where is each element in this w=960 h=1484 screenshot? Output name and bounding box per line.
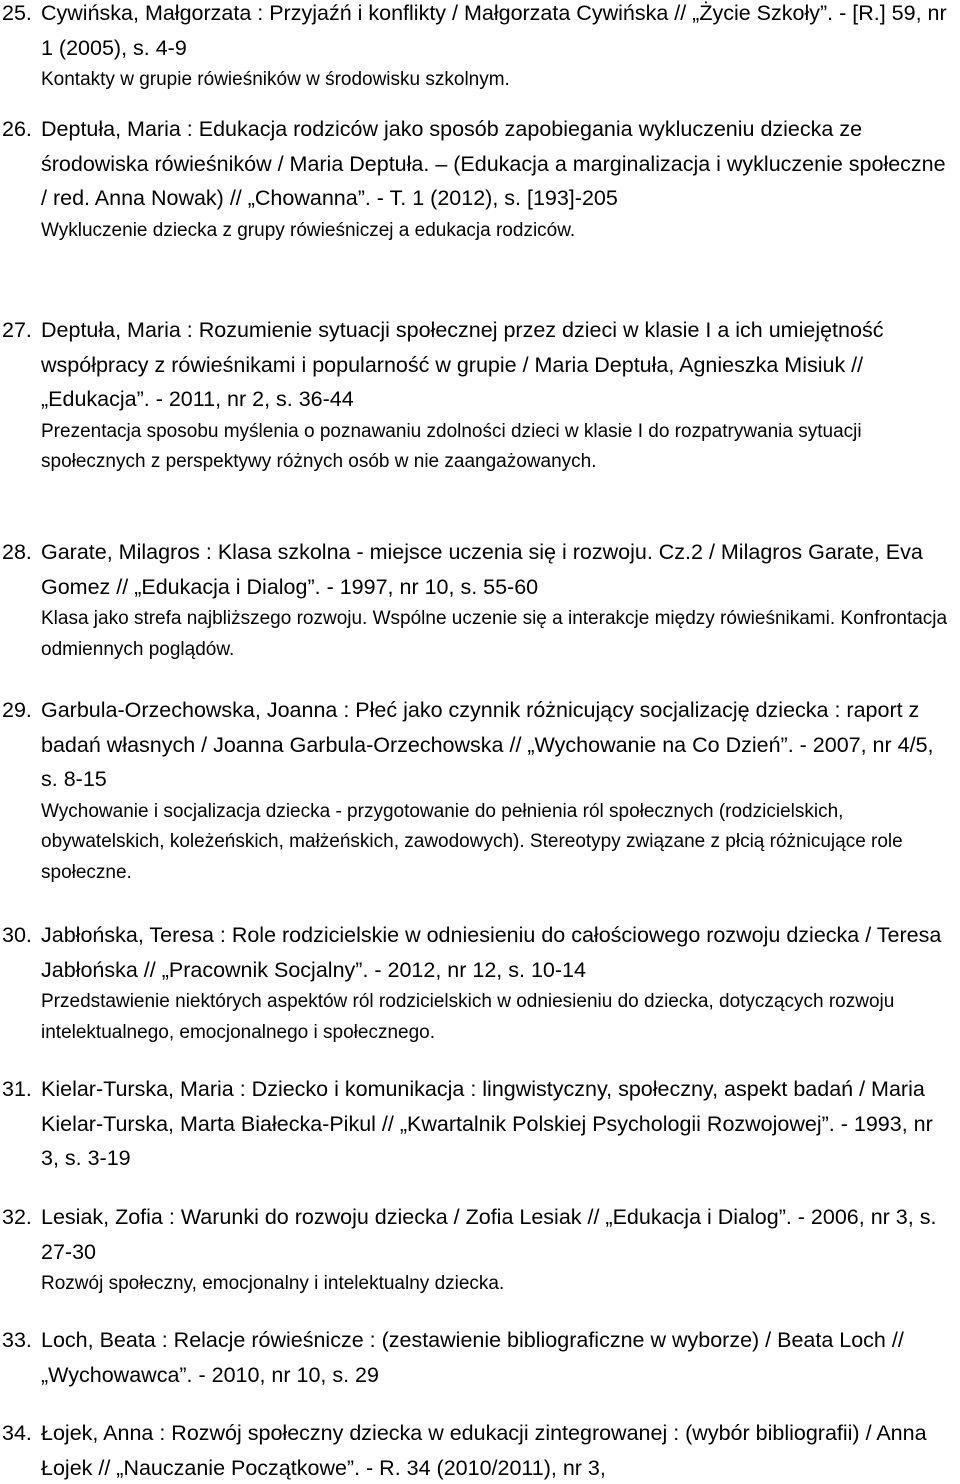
entry-number: 28. (2, 540, 32, 564)
list-item (0, 112, 960, 246)
entry-annotation: Rozwój społeczny, emocjonalny i intelektualny dziecka. (41, 1273, 505, 1294)
entry-body (41, 1200, 953, 1300)
entry-number: 34. (2, 1421, 32, 1445)
entry-annotation: Przedstawienie niektórych aspektów ról rodzicielskich w odniesieniu do dziecka, dotyczących rozwoju intelektualnego, emocjonalnego i społecznego. (41, 991, 895, 1043)
entry-body (41, 918, 953, 1048)
entry-body (41, 1323, 953, 1392)
entry-citation: Deptuła, Maria : Rozumienie sytuacji społecznej przez dzieci w klasie I a ich umiejętność współpracy z rówieśnikami i popularność w grupie / Maria Deptuła, Agnieszka Misiuk // „Edukacja”. - 2011, nr 2, s. 36-44 (41, 318, 884, 411)
entry-number: 26. (2, 117, 32, 141)
entry-citation: Garate, Milagros : Klasa szkolna - miejsce uczenia się i rozwoju. Cz.2 / Milagros Garate, Eva Gomez // „Edukacja i Dialog”. - 1997, nr 10, s. 55-60 (41, 540, 923, 599)
entry-number: 32. (2, 1205, 32, 1229)
entry-number: 30. (2, 923, 32, 947)
entry-number: 31. (2, 1077, 32, 1101)
entry-number: 33. (2, 1328, 32, 1352)
entry-annotation: Prezentacja sposobu myślenia o poznawaniu zdolności dzieci w klasie I do rozpatrywania sytuacji społecznych z perspektywy różnych osób w nie zaangażowanych. (41, 420, 862, 472)
entry-annotation: Wychowanie i socjalizacja dziecka - przygotowanie do pełnienia ról społecznych (rodzicielskich, obywatelskich, koleżeńskich, małżeńskich, zawodowych). Stereotypy związane z płcią różnicujące role społeczne. (41, 800, 903, 883)
list-item (0, 313, 960, 478)
entry-number: 29. (2, 698, 32, 722)
entry-citation: Garbula-Orzechowska, Joanna : Płeć jako czynnik różnicujący socjalizację dziecka : raport z badań własnych / Joanna Garbula-Orzechowska // „Wychowanie na Co Dzień”. - 2007, nr 4/5, s. 8-15 (41, 698, 934, 791)
entry-body (41, 535, 953, 665)
entry-body (41, 1416, 953, 1484)
list-item (0, 693, 960, 888)
entry-annotation: Klasa jako strefa najbliższego rozwoju. Wspólne uczenie się a interakcje między rówieśnikami. Konfrontacja odmiennych poglądów. (41, 608, 948, 660)
entry-citation: Deptuła, Maria : Edukacja rodziców jako sposób zapobiegania wykluczeniu dziecka ze środowiska rówieśników / Maria Deptuła. – (Edukacja a marginalizacja i wykluczenie społeczne / red. Anna Nowak) // „Chowanna”. - T. 1 (2012), s. [193]-205 (41, 117, 946, 210)
list-item (0, 1200, 960, 1300)
entry-citation: Lesiak, Zofia : Warunki do rozwoju dziecka / Zofia Lesiak // „Edukacja i Dialog”. - 2006, nr 3, s. 27-30 (41, 1205, 937, 1264)
list-item (0, 918, 960, 1048)
list-item (0, 1323, 960, 1392)
entry-citation: Loch, Beata : Relacje rówieśnicze : (zestawienie bibliograficzne w wyborze) / Beata Loch // „Wychowawca”. - 2010, nr 10, s. 29 (41, 1328, 904, 1387)
entry-body (41, 112, 953, 246)
list-item (0, 0, 960, 96)
list-item (0, 535, 960, 665)
entry-citation: Łojek, Anna : Rozwój społeczny dziecka w edukacji zintegrowanej : (wybór bibliografii) / Anna Łojek // „Nauczanie Początkowe”. - R. 34 (2010/2011), nr 3, (41, 1421, 927, 1480)
entry-number: 25. (2, 1, 32, 25)
entry-body (41, 0, 953, 96)
entry-annotation: Wykluczenie dziecka z grupy rówieśniczej a edukacja rodziców. (41, 219, 576, 241)
entry-citation: Cywińska, Małgorzata : Przyjaźń i konflikty / Małgorzata Cywińska // „Życie Szkoły”. - [R.] 59, nr 1 (2005), s. 4-9 (41, 1, 947, 60)
list-item (0, 1072, 960, 1176)
entry-body (41, 693, 953, 888)
entry-annotation: Kontakty w grupie rówieśników w środowisku szkolnym. (41, 69, 510, 90)
entry-number: 27. (2, 318, 32, 342)
entry-body (41, 313, 953, 478)
entry-citation: Jabłońska, Teresa : Role rodzicielskie w odniesieniu do całościowego rozwoju dziecka / Teresa Jabłońska // „Pracownik Socjalny”. - 2012, nr 12, s. 10-14 (41, 923, 942, 982)
list-item (0, 1416, 960, 1484)
entry-body (41, 1072, 953, 1176)
entry-citation: Kielar-Turska, Maria : Dziecko i komunikacja : lingwistyczny, społeczny, aspekt badań / Maria Kielar-Turska, Marta Białecka-Pikul // „Kwartalnik Polskiej Psychologii Rozwojowej”. - 1993, nr 3, s. 3-19 (41, 1077, 933, 1170)
